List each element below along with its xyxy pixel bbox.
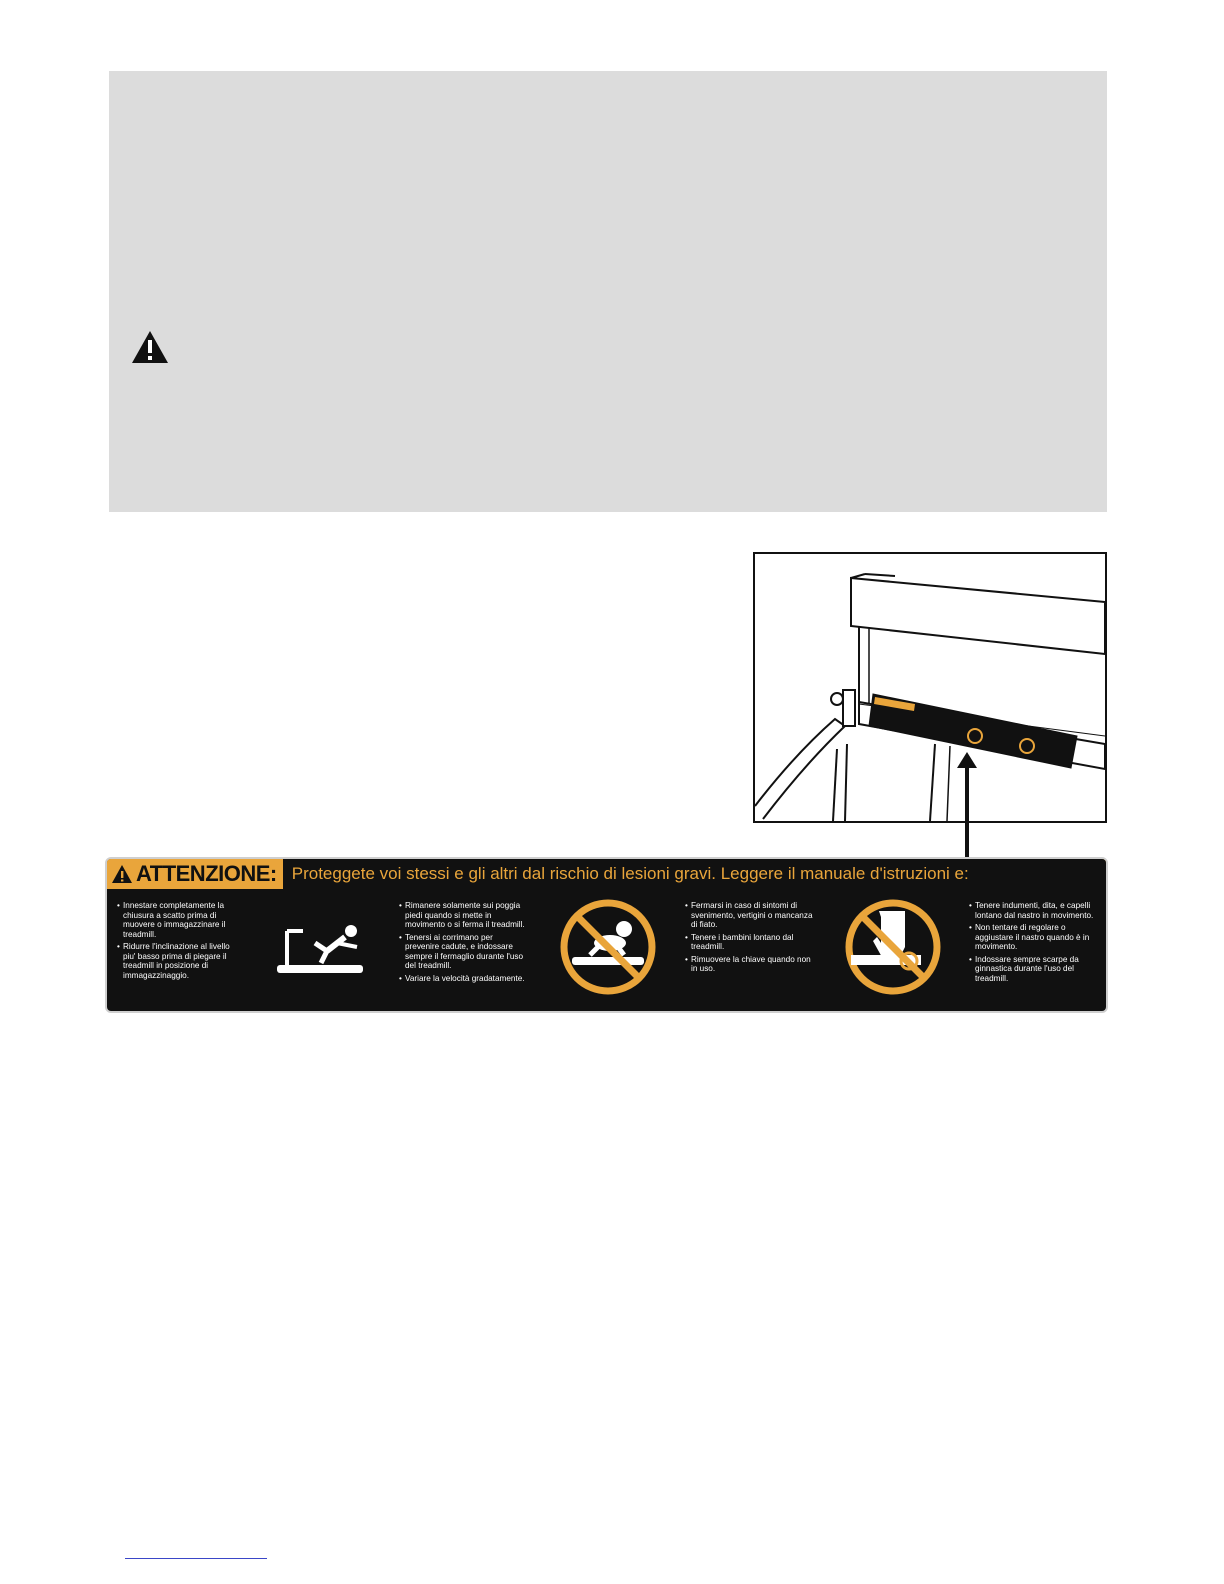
list-item: • Non tentare di regolare o aggiustare il nastro quando è in movimento.	[969, 923, 1101, 952]
list-item: • Variare la velocità gradatamente.	[399, 974, 529, 984]
list-item: • Fermarsi in caso di sintomi di svenimento, vertigini o mancanza di fiato.	[685, 901, 815, 930]
attention-badge	[107, 859, 283, 889]
warning-triangle-icon	[111, 864, 133, 884]
instructions-col-3	[685, 901, 815, 977]
list-item: • Rimuovere la chiave quando non in uso.	[685, 955, 815, 974]
no-children-icon	[558, 897, 658, 997]
label-heading	[107, 859, 1106, 889]
warning-triangle-icon	[131, 330, 169, 364]
list-item: • Rimanere solamente sui poggia piedi quando si mette in movimento o si ferma il treadmill.	[399, 901, 529, 930]
treadmill-frame-drawing	[755, 554, 1105, 821]
footer-rule	[125, 1558, 267, 1559]
treadmill-fall-icon	[275, 921, 367, 979]
arrow-up-icon	[955, 752, 979, 862]
list-item: • Indossare sempre scarpe da ginnastica durante l'uso del treadmill.	[969, 955, 1101, 984]
list-item: • Tenere indumenti, dita, e capelli lontano dal nastro in movimento.	[969, 901, 1101, 920]
warning-label	[105, 857, 1108, 1013]
treadmill-illustration	[753, 552, 1107, 823]
warning-box	[109, 71, 1107, 512]
heading-text: Proteggete voi stessi e gli altri dal rischio di lesioni gravi. Leggere il manuale d'istruzioni e:	[283, 859, 1106, 889]
list-item: • Ridurre l'inclinazione al livello piu' basso prima di piegare il treadmill in posizione di immagazzinaggio.	[117, 942, 237, 980]
list-item: • Tenersi ai corrimano per prevenire cadute, e indossare sempre il fermaglio durante l'uso del treadmill.	[399, 933, 529, 971]
no-hands-belt-icon	[843, 897, 943, 997]
list-item: • Tenere i bambini lontano dal treadmill.	[685, 933, 815, 952]
instructions-col-1	[117, 901, 237, 983]
list-item: • Innestare completamente la chiusura a scatto prima di muovere o immagazzinare il treadmill.	[117, 901, 237, 939]
instructions-col-4	[969, 901, 1101, 986]
instructions-col-2	[399, 901, 529, 986]
attention-word: ATTENZIONE:	[136, 861, 277, 886]
